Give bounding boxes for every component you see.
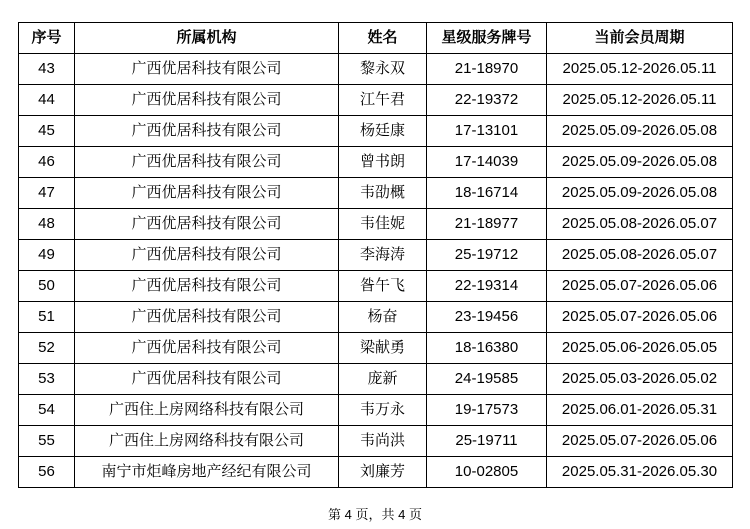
cell-organization: 广西优居科技有限公司 [75,85,339,116]
cell-membership-period: 2025.05.08-2026.05.07 [547,240,733,271]
cell-membership-period: 2025.05.08-2026.05.07 [547,209,733,240]
cell-membership-period: 2025.05.07-2026.05.06 [547,271,733,302]
cell-badge-number: 24-19585 [427,364,547,395]
cell-badge-number: 21-18977 [427,209,547,240]
cell-membership-period: 2025.06.01-2026.05.31 [547,395,733,426]
cell-membership-period: 2025.05.09-2026.05.08 [547,116,733,147]
table-row [19,395,733,426]
cell-sequence: 46 [19,147,75,178]
column-header-organization: 所属机构 [75,23,339,54]
cell-badge-number: 18-16380 [427,333,547,364]
cell-badge-number: 17-13101 [427,116,547,147]
cell-membership-period: 2025.05.12-2026.05.11 [547,54,733,85]
cell-sequence: 54 [19,395,75,426]
cell-badge-number: 10-02805 [427,457,547,488]
cell-organization: 南宁市炬峰房地产经纪有限公司 [75,457,339,488]
table-row [19,85,733,116]
cell-membership-period: 2025.05.06-2026.05.05 [547,333,733,364]
cell-name: 李海涛 [339,240,427,271]
cell-organization: 广西优居科技有限公司 [75,54,339,85]
table-row [19,426,733,457]
table-row [19,457,733,488]
cell-organization: 广西优居科技有限公司 [75,209,339,240]
cell-sequence: 53 [19,364,75,395]
cell-name: 杨奋 [339,302,427,333]
cell-organization: 广西优居科技有限公司 [75,333,339,364]
table-row [19,178,733,209]
table-header [19,23,733,54]
table-body [19,54,733,488]
cell-sequence: 49 [19,240,75,271]
cell-name: 江午君 [339,85,427,116]
cell-name: 曾书朗 [339,147,427,178]
cell-sequence: 52 [19,333,75,364]
cell-membership-period: 2025.05.09-2026.05.08 [547,147,733,178]
cell-badge-number: 17-14039 [427,147,547,178]
table-row [19,333,733,364]
column-header-sequence: 序号 [19,23,75,54]
table-row [19,271,733,302]
page-footer: 第 4 页，共 4 页 [328,507,422,522]
cell-badge-number: 23-19456 [427,302,547,333]
cell-membership-period: 2025.05.03-2026.05.02 [547,364,733,395]
cell-membership-period: 2025.05.07-2026.05.06 [547,426,733,457]
cell-sequence: 47 [19,178,75,209]
cell-organization: 广西优居科技有限公司 [75,178,339,209]
cell-organization: 广西住上房网络科技有限公司 [75,395,339,426]
column-header-membership-period: 当前会员周期 [547,23,733,54]
cell-membership-period: 2025.05.07-2026.05.06 [547,302,733,333]
table-row [19,116,733,147]
cell-name: 韦劭概 [339,178,427,209]
cell-badge-number: 25-19712 [427,240,547,271]
cell-name: 黎永双 [339,54,427,85]
cell-sequence: 48 [19,209,75,240]
cell-organization: 广西优居科技有限公司 [75,271,339,302]
cell-organization: 广西住上房网络科技有限公司 [75,426,339,457]
table-header-row [19,23,733,54]
cell-organization: 广西优居科技有限公司 [75,364,339,395]
member-table [18,22,733,488]
cell-name: 韦尚洪 [339,426,427,457]
cell-badge-number: 22-19372 [427,85,547,116]
table-row [19,147,733,178]
cell-organization: 广西优居科技有限公司 [75,147,339,178]
cell-name: 昝午飞 [339,271,427,302]
cell-badge-number: 22-19314 [427,271,547,302]
cell-name: 杨廷康 [339,116,427,147]
column-header-name: 姓名 [339,23,427,54]
cell-name: 梁献勇 [339,333,427,364]
cell-membership-period: 2025.05.09-2026.05.08 [547,178,733,209]
cell-badge-number: 21-18970 [427,54,547,85]
cell-organization: 广西优居科技有限公司 [75,240,339,271]
cell-sequence: 44 [19,85,75,116]
cell-organization: 广西优居科技有限公司 [75,116,339,147]
table-row [19,240,733,271]
column-header-badge-number: 星级服务牌号 [427,23,547,54]
cell-membership-period: 2025.05.31-2026.05.30 [547,457,733,488]
cell-sequence: 55 [19,426,75,457]
cell-name: 庞新 [339,364,427,395]
cell-membership-period: 2025.05.12-2026.05.11 [547,85,733,116]
cell-organization: 广西优居科技有限公司 [75,302,339,333]
table-row [19,209,733,240]
cell-name: 韦佳妮 [339,209,427,240]
cell-sequence: 43 [19,54,75,85]
cell-name: 韦万永 [339,395,427,426]
cell-sequence: 50 [19,271,75,302]
cell-name: 刘廉芳 [339,457,427,488]
cell-sequence: 56 [19,457,75,488]
table-row [19,54,733,85]
cell-sequence: 45 [19,116,75,147]
cell-sequence: 51 [19,302,75,333]
table-row [19,364,733,395]
cell-badge-number: 18-16714 [427,178,547,209]
table-row [19,302,733,333]
cell-badge-number: 19-17573 [427,395,547,426]
cell-badge-number: 25-19711 [427,426,547,457]
